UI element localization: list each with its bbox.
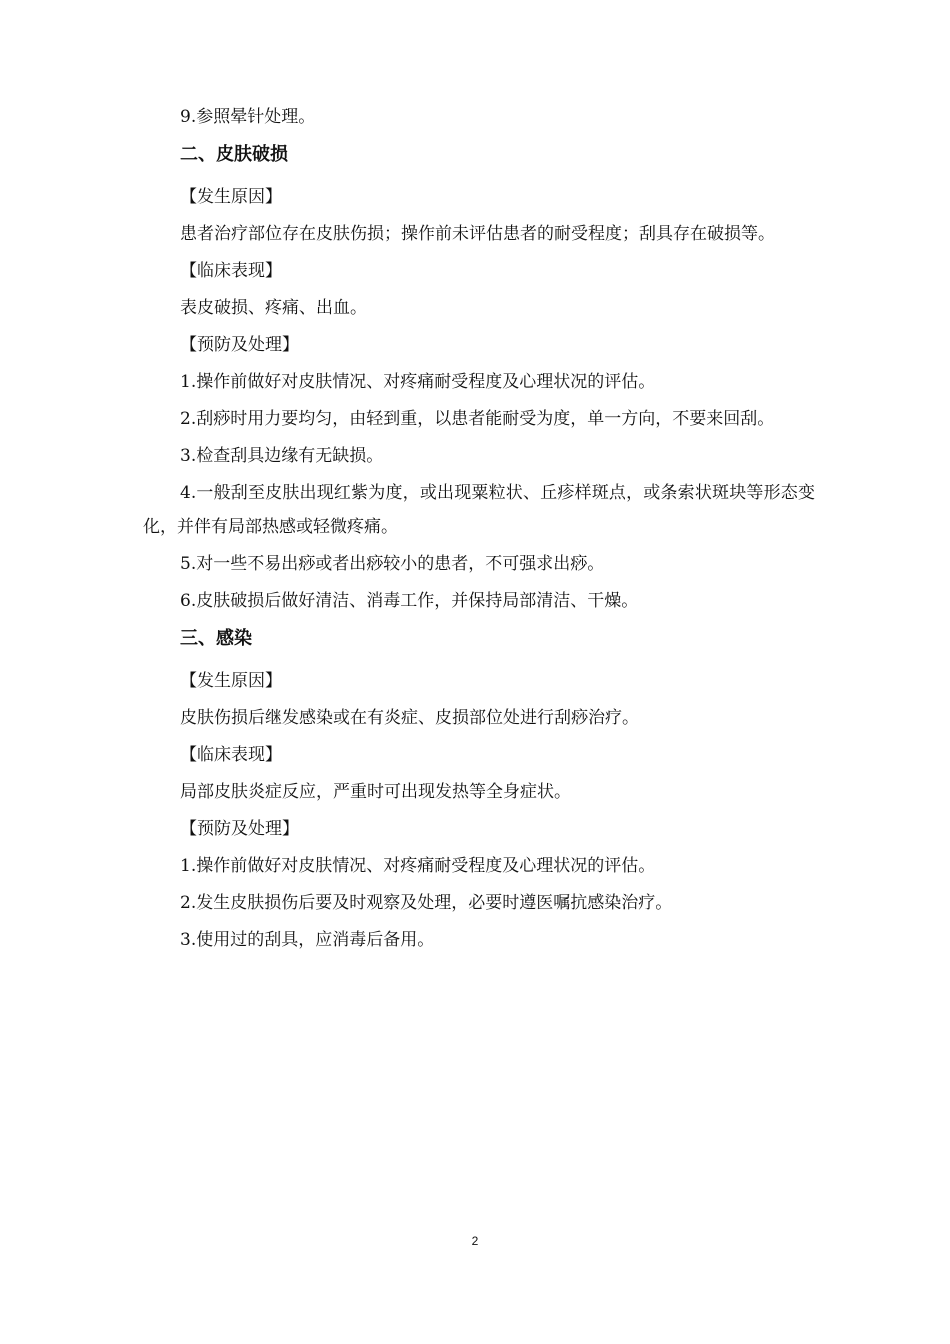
clinical-label: 【临床表现】 [180, 745, 282, 765]
section-heading-skin-damage: 二、皮肤破损 [180, 144, 288, 165]
clinical-text: 局部皮肤炎症反应，严重时可出现发热等全身症状。 [180, 782, 571, 802]
clinical-text: 表皮破损、疼痛、出血。 [180, 298, 367, 318]
cause-label: 【发生原因】 [180, 187, 282, 207]
list-item: 2.发生皮肤损伤后要及时观察及处理，必要时遵医嘱抗感染治疗。 [180, 893, 673, 913]
cause-label: 【发生原因】 [180, 671, 282, 691]
list-item: 3.使用过的刮具，应消毒后备用。 [180, 930, 435, 950]
list-item: 9.参照晕针处理。 [180, 107, 316, 127]
list-item: 5.对一些不易出痧或者出痧较小的患者，不可强求出痧。 [180, 554, 605, 574]
page-body [143, 100, 815, 960]
prevention-label: 【预防及处理】 [180, 819, 299, 839]
list-item: 6.皮肤破损后做好清洁、消毒工作，并保持局部清洁、干燥。 [180, 591, 639, 611]
page-number: 2 [471, 1234, 479, 1248]
cause-text: 皮肤伤损后继发感染或在有炎症、皮损部位处进行刮痧治疗。 [180, 708, 639, 728]
list-item: 1.操作前做好对皮肤情况、对疼痛耐受程度及心理状况的评估。 [180, 372, 656, 392]
cause-text: 患者治疗部位存在皮肤伤损；操作前未评估患者的耐受程度；刮具存在破损等。 [180, 224, 775, 244]
section-heading-infection: 三、感染 [180, 628, 252, 649]
list-item: 4.一般刮至皮肤出现红紫为度，或出现粟粒状、丘疹样斑点，或条索状斑块等形态变化，并伴有局部热感或轻微疼痛。 [143, 483, 815, 537]
list-item: 2.刮痧时用力要均匀，由轻到重，以患者能耐受为度，单一方向，不要来回刮。 [180, 409, 775, 429]
list-item: 3.检查刮具边缘有无缺损。 [180, 446, 384, 466]
clinical-label: 【临床表现】 [180, 261, 282, 281]
list-item: 1.操作前做好对皮肤情况、对疼痛耐受程度及心理状况的评估。 [180, 856, 656, 876]
prevention-label: 【预防及处理】 [180, 335, 299, 355]
